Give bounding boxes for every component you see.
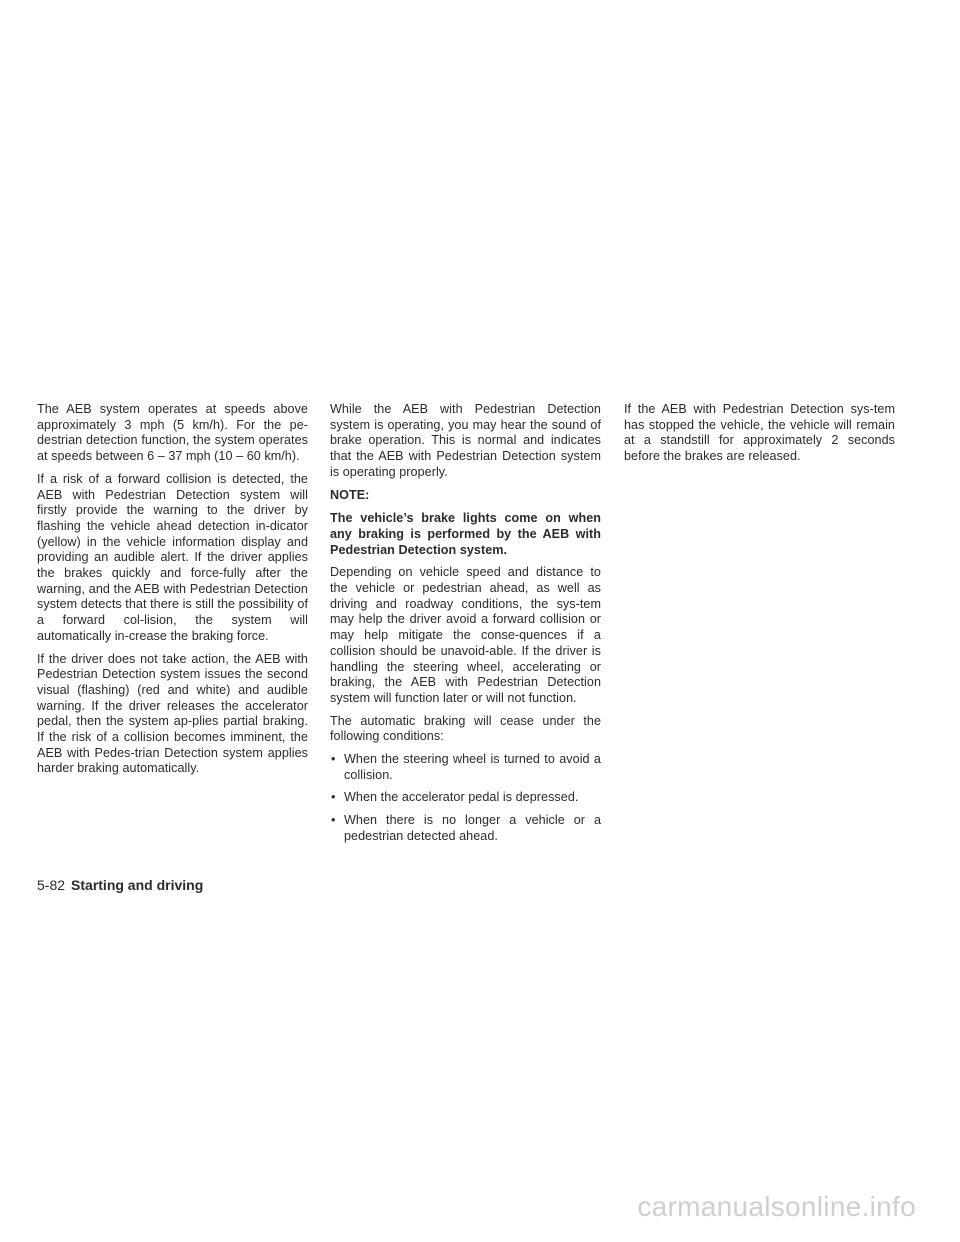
note-heading: NOTE: xyxy=(330,487,370,502)
list-item xyxy=(330,752,601,783)
list-item-text: When the steering wheel is turned to avoid a collision. xyxy=(344,752,601,782)
paragraph-operating-speeds: The AEB system operates at speeds above approximately 3 mph (5 km/h). For the pe-destrian detection function, the system operates at speeds between 6 – 37 mph (10 – 60 km/h). xyxy=(37,402,308,464)
paragraph-forward-collision-warning: If a risk of a forward collision is detected, the AEB with Pedestrian Detection system will firstly provide the warning to the driver by flashing the vehicle ahead detection in-dicator (yellow) in the vehicle information display and providing an audible alert. If the driver applies the brakes quickly and force-fully after the warning, and the AEB with Pedestrian Detection system detects that there is still the possibility of a forward col-lision, the system will automatically in-crease the braking force. xyxy=(37,471,308,643)
text-column-1 xyxy=(37,402,308,784)
bullet-icon: • xyxy=(331,813,336,828)
paragraph-driver-no-action: If the driver does not take action, the AEB with Pedestrian Detection system issues the second visual (flashing) (red and white) and audible warning. If the driver releases the accelerator pedal, then the system ap-plies partial braking. If the risk of a collision becomes imminent, the AEB with Pedes-trian Detection system applies harder braking automatically. xyxy=(37,651,308,776)
list-item-text: When the accelerator pedal is depressed. xyxy=(344,790,579,805)
paragraph-braking-cease: The automatic braking will cease under the following conditions: xyxy=(330,713,601,744)
section-title: Starting and driving xyxy=(71,877,204,893)
cease-conditions-list xyxy=(330,752,601,845)
text-column-3 xyxy=(624,402,895,472)
page-number: 5-82 xyxy=(37,877,66,893)
text-column-2 xyxy=(330,402,601,852)
bullet-icon: • xyxy=(331,752,336,767)
list-item xyxy=(330,813,601,844)
watermark: carmanualsonline.info xyxy=(637,1191,916,1222)
page-footer xyxy=(37,876,203,894)
note-text: The vehicle’s brake lights come on when any braking is performed by the AEB with Pedestrian Detection system. xyxy=(330,511,601,557)
paragraph-standstill: If the AEB with Pedestrian Detection sys-tem has stopped the vehicle, the vehicle will remain at a standstill for approximately 2 seconds before the brakes are released. xyxy=(624,402,895,464)
paragraph-brake-sound: While the AEB with Pedestrian Detection system is operating, you may hear the sound of brake operation. This is normal and indicates that the AEB with Pedestrian Detection system is operating properly. xyxy=(330,402,601,479)
bullet-icon: • xyxy=(331,790,336,805)
paragraph-speed-distance: Depending on vehicle speed and distance to the vehicle or pedestrian ahead, as well as driving and roadway conditions, the sys-tem may help the driver avoid a forward collision or may help mitigate the conse-quences if a collision should be unavoid-able. If the driver is handling the steering wheel, accelerating or braking, the AEB with Pedestrian Detection system will function later or will not function. xyxy=(330,565,601,705)
list-item xyxy=(330,790,601,806)
list-item-text: When there is no longer a vehicle or a pedestrian detected ahead. xyxy=(344,813,601,843)
